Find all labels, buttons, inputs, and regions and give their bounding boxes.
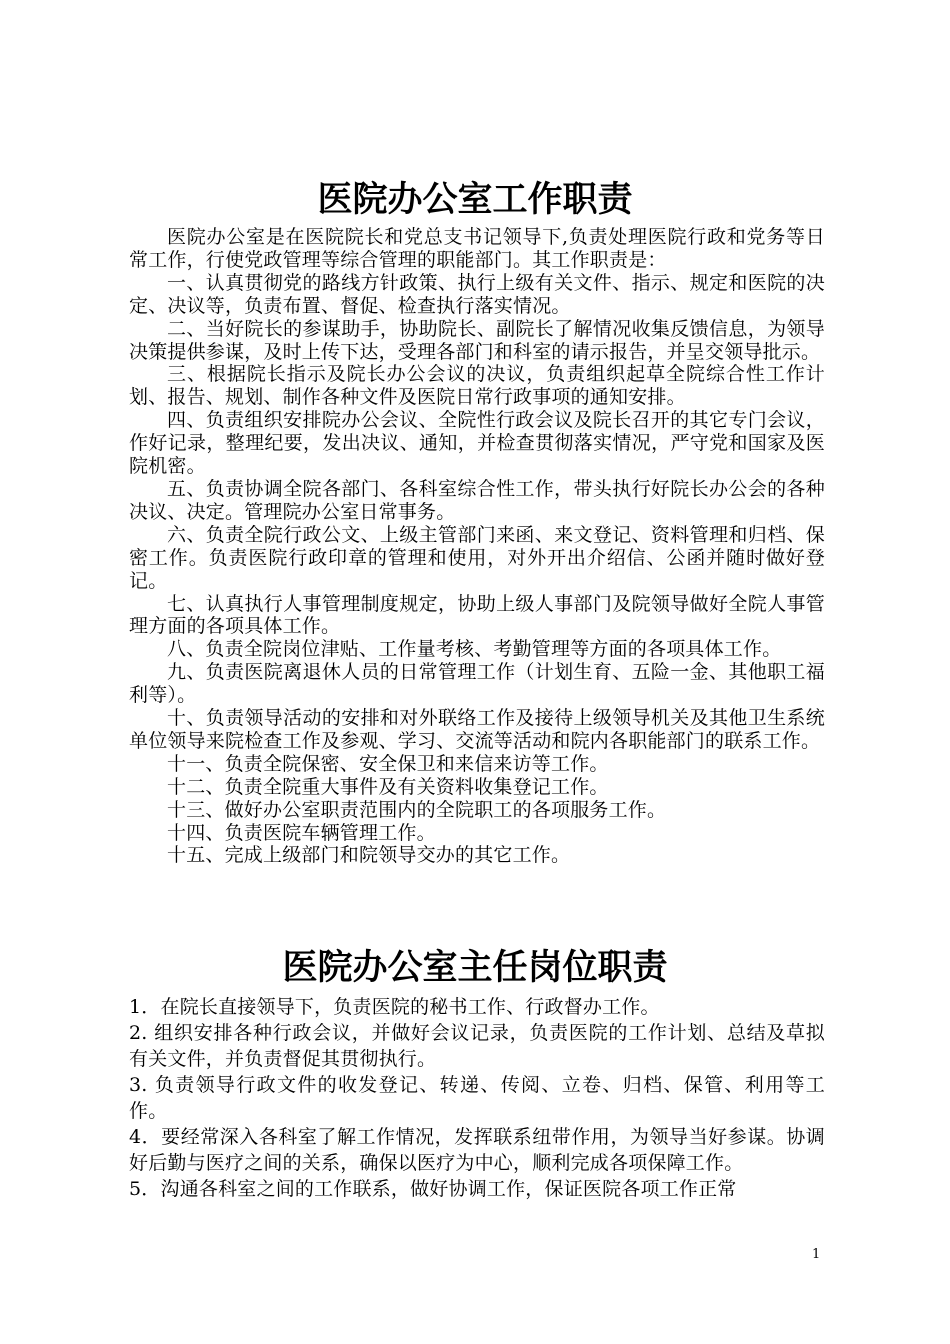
list-item: 4．要经常深入各科室了解工作情况，发挥联系纽带作用，为领导当好参谋。协调好后勤与医疗之间的关系，确保以医疗为中心，顺利完成各项保障工作。 (129, 1126, 825, 1174)
list-item: 1．在院长直接领导下，负责医院的秘书工作、行政督办工作。 (129, 996, 660, 1018)
paragraph: 五、负责协调全院各部门、各科室综合性工作，带头执行好院长办公会的各种决议、决定。管理院办公室日常事务。 (129, 477, 825, 523)
paragraph: 四、负责组织安排院办公会议、全院性行政会议及院长召开的其它专门会议，作好记录，整理纪要，发出决议、通知，并检查贯彻落实情况，严守党和国家及医院机密。 (129, 409, 825, 478)
paragraph: 二、当好院长的参谋助手，协助院长、副院长了解情况收集反馈信息，为领导决策提供参谋，及时上传下达，受理各部门和科室的请示报告，并呈交领导批示。 (129, 317, 825, 363)
paragraph: 十三、做好办公室职责范围内的全院职工的各项服务工作。 (167, 798, 667, 821)
paragraph: 七、认真执行人事管理制度规定，协助上级人事部门及院领导做好全院人事管理方面的各项具体工作。 (129, 592, 825, 638)
paragraph: 十四、负责医院车辆管理工作。 (167, 821, 436, 844)
paragraph: 一、认真贯彻党的路线方针政策、执行上级有关文件、指示、规定和医院的决定、决议等，负责布置、督促、检查执行落实情况。 (129, 271, 825, 317)
list-item: 2. 组织安排各种行政会议，并做好会议记录，负责医院的工作计划、总结及草拟有关文件，并负责督促其贯彻执行。 (129, 1022, 825, 1070)
section-title-director-duties: 医院办公室主任岗位职责 (282, 947, 668, 988)
page-number: 1 (812, 1247, 821, 1262)
paragraph: 十一、负责全院保密、安全保卫和来信来访等工作。 (167, 752, 609, 775)
paragraph: 八、负责全院岗位津贴、工作量考核、考勤管理等方面的各项具体工作。 (167, 638, 782, 661)
section-title-office-duties: 医院办公室工作职责 (317, 179, 633, 220)
paragraph: 九、负责医院离退休人员的日常管理工作（计划生育、五险一金、其他职工福利等）。 (129, 661, 825, 707)
paragraph: 十、负责领导活动的安排和对外联络工作及接待上级领导机关及其他卫生系统单位领导来院检查工作及参观、学习、交流等活动和院内各职能部门的联系工作。 (129, 707, 825, 752)
list-item: 3. 负责领导行政文件的收发登记、转递、传阅、立卷、归档、保管、利用等工作。 (129, 1074, 825, 1122)
paragraph: 三、根据院长指示及院长办公会议的决议，负责组织起草全院综合性工作计划、报告、规划、制作各种文件及医院日常行政事项的通知安排。 (129, 363, 825, 409)
paragraph: 六、负责全院行政公文、上级主管部门来函、来文登记、资料管理和归档、保密工作。负责医院行政印章的管理和使用，对外开出介绍信、公函并随时做好登记。 (129, 523, 825, 592)
paragraph: 十五、完成上级部门和院领导交办的其它工作。 (167, 844, 571, 867)
list-item: 5．沟通各科室之间的工作联系，做好协调工作，保证医院各项工作正常 (129, 1178, 737, 1200)
office-duties-body (129, 226, 825, 867)
paragraph: 十二、负责全院重大事件及有关资料收集登记工作。 (167, 775, 609, 798)
director-duties-body (129, 994, 825, 1202)
paragraph: 医院办公室是在医院院长和党总支书记领导下,负责处理医院行政和党务等日常工作，行使党政管理等综合管理的职能部门。其工作职责是： (129, 226, 825, 271)
